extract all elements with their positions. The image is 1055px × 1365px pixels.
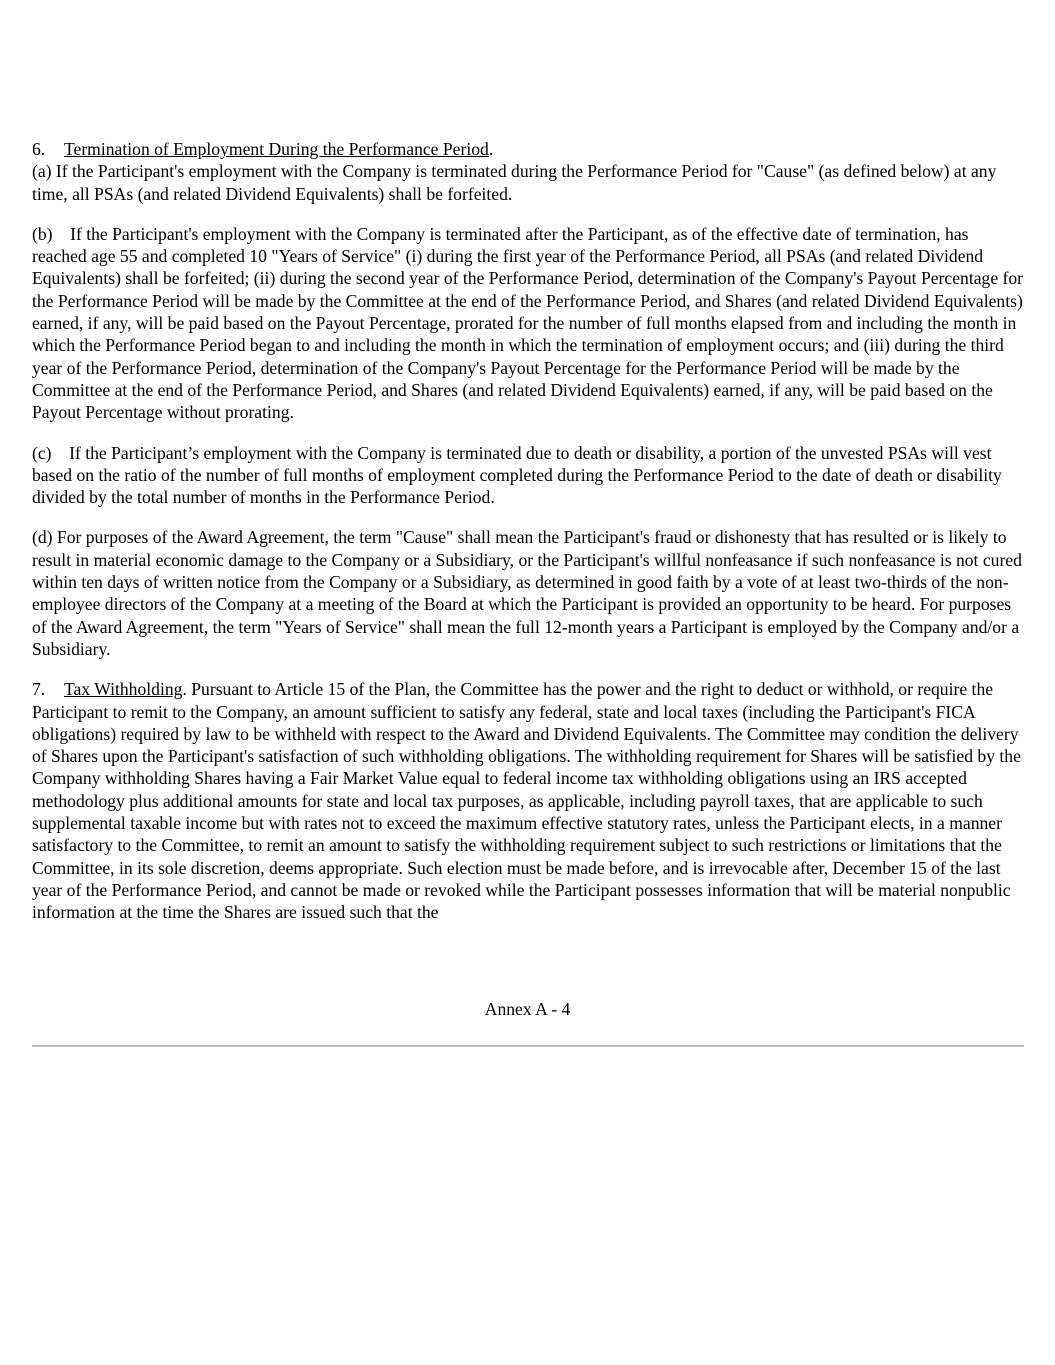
section-6-heading-period: . (488, 139, 494, 159)
page-divider (32, 1045, 1024, 1047)
section-6-paragraph-b: (b) If the Participant's employment with the Company is terminated after the Participant, as of the effective date of termination, has reached age 55 and completed 10 "Years of Service" (i) during the first year of the Performance Period, all PSAs (and related Dividend Equivalents) shall be forfeited; (ii) during the second year of the Performance Period, determination of the Company's Payout Percentage for the Performance Period will be made by the Committee at the end of the Performance Period, and Shares (and related Dividend Equivalents) earned, if any, will be paid based on the Payout Percentage, prorated for the number of full months elapsed from and including the month in which the Performance Period began to and including the month in which the termination of employment occurs; and (iii) during the third year of the Performance Period, determination of the Company's Payout Percentage for the Performance Period will be made by the Committee at the end of the Performance Period, and Shares (and related Dividend Equivalents) earned, if any, will be paid based on the Payout Percentage without prorating. (32, 223, 1028, 423)
section-6-paragraph-a: (a) If the Participant's employment with the Company is terminated during the Performance Period for "Cause" (as defined below) at any time, all PSAs (and related Dividend Equivalents) shall be forfeited. (32, 161, 997, 204)
section-7-body: . Pursuant to Article 15 of the Plan, the Committee has the power and the right to deduct or withhold, or require the Participant to remit to the Company, an amount sufficient to satisfy any federal, state and local taxes (including the Participant's FICA obligations) required by law to be withheld with respect to the Award and Dividend Equivalents. The Committee may condition the delivery of Shares upon the Participant's satisfaction of such withholding obligations. The withholding requirement for Shares will be satisfied by the Company withholding Shares having a Fair Market Value equal to federal income tax withholding obligations using an IRS accepted methodology plus additional amounts for state and local tax purposes, as applicable, including payroll taxes, that are applicable to such supplemental taxable income but with rates not to exceed the maximum effective statutory rates, unless the Participant elects, in a manner satisfactory to the Committee, to remit an amount to satisfy the withholding requirement subject to such restrictions or limitations that the Committee, in its sole discretion, deems appropriate. Such election must be made before, and is irrevocable after, December 15 of the last year of the Performance Period, and cannot be made or revoked while the Participant possesses information that will be material nonpublic information at the time the Shares are issued such that the (32, 679, 1021, 923)
section-6-number: 6. (32, 139, 46, 159)
section-6-paragraph-d: (d) For purposes of the Award Agreement, the term "Cause" shall mean the Participant's fraud or dishonesty that has resulted or is likely to result in material economic damage to the Company or a Subsidiary, or the Participant's willful nonfeasance if such nonfeasance is not cured within ten days of written notice from the Company or a Subsidiary, as determined in good faith by a vote of at least two-thirds of the non-employee directors of the Company at a meeting of the Board at which the Participant is provided an opportunity to be heard. For purposes of the Award Agreement, the term "Years of Service" shall mean the full 12-month years a Participant is employed by the Company and/or a Subsidiary. (32, 527, 1022, 659)
section-7-number: 7. (32, 679, 46, 700)
section-6-heading: Termination of Employment During the Performance Period (64, 139, 489, 159)
document-page (32, 138, 1028, 942)
section-7-heading: Tax Withholding (64, 679, 183, 700)
page-footer-label: Annex A - 4 (484, 999, 571, 1019)
section-6-heading-line (32, 138, 1024, 160)
section-6-paragraph-c: (c) If the Participant’s employment with the Company is terminated due to death or disability, a portion of the unvested PSAs will vest based on the ratio of the number of full months of employment completed during the Performance Period to the date of death or disability divided by the total number of months in the Performance Period. (32, 442, 1007, 508)
section-7-paragraph (32, 678, 1024, 923)
